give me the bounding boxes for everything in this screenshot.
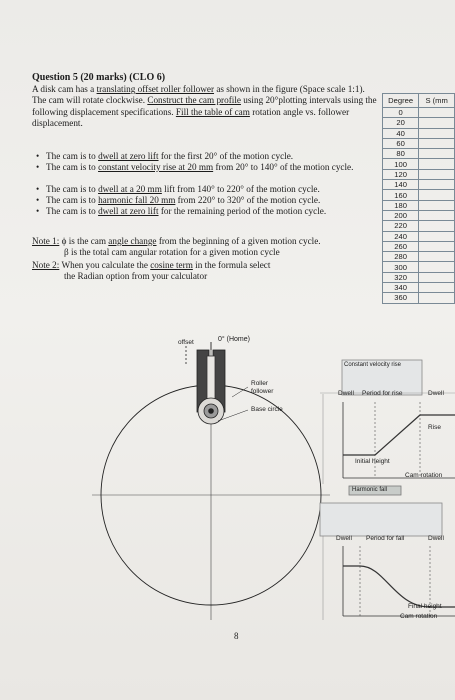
final-height-label: Final height [408, 603, 442, 610]
roller-label: Roller [251, 380, 268, 387]
initial-height-label: Initial height [355, 458, 390, 465]
spec-item-3: • The cam is to dwell at a 20 mm lift from 140° to 220° of the motion cycle. [36, 184, 320, 194]
dwell-label-2: Dwell [428, 390, 444, 397]
degree-cell: 240 [383, 231, 419, 241]
degree-header: Degree [383, 94, 419, 108]
degree-cell: 60 [383, 138, 419, 148]
degree-cell: 40 [383, 128, 419, 138]
spec-item-2: • The cam is to constant velocity rise at 20 mm from 20° to 140° of the motion cycle. [36, 162, 354, 172]
degree-cell: 20 [383, 118, 419, 128]
base-circle-label: Base circle [251, 406, 283, 413]
degree-cell: 100 [383, 159, 419, 169]
dwell-label-4: Dwell [428, 535, 444, 542]
cam-rotation-label-1: Cam rotation [405, 472, 443, 479]
degree-cell: 200 [383, 210, 419, 220]
degree-cell: 340 [383, 283, 419, 293]
rise-label: Rise [428, 424, 442, 431]
degree-cell: 80 [383, 149, 419, 159]
degree-cell: 260 [383, 241, 419, 251]
degree-cell: 280 [383, 252, 419, 262]
degree-cell: 320 [383, 272, 419, 282]
period-fall-label: Period for fall [366, 535, 405, 542]
follower-label: follower [251, 388, 274, 395]
question-title: Question 5 (20 marks) (CLO 6) [32, 72, 166, 83]
degree-cell: 0 [383, 108, 419, 118]
question-intro: A disk cam has a translating offset roller follower as shown in the figure (Space scale 1:1). The cam will rotate clockwise. Construct the cam profile using 20°plotting intervals using the following displacement specifications. Fill the table of cam rotation angle vs. follower displacement. [32, 84, 377, 129]
offset-label: offset [178, 339, 194, 346]
degree-cell: 300 [383, 262, 419, 272]
const-velocity-title: Constant velocity rise [344, 362, 402, 368]
harmonic-title: Harmonic fall [352, 487, 388, 493]
degree-cell: 180 [383, 200, 419, 210]
degree-cell: 360 [383, 293, 419, 303]
spec-item-1: • The cam is to dwell at zero lift for the first 20° of the motion cycle. [36, 151, 294, 161]
degree-cell: 140 [383, 180, 419, 190]
note-2: Note 2: When you calculate the cosine term in the formula select the Radian option from your calculator [32, 260, 271, 281]
spec-item-5: • The cam is to dwell at zero lift for the remaining period of the motion cycle. [36, 206, 327, 216]
displacement-header: S (mm [419, 94, 455, 108]
degree-cell: 120 [383, 169, 419, 179]
degree-cell: 160 [383, 190, 419, 200]
dwell-label-3: Dwell [336, 535, 352, 542]
home-label: 0° (Home) [218, 336, 250, 343]
note-1: Note 1: ϕ is the cam angle change from the beginning of a given motion cycle. β is the total cam angular rotation for a given motion cycle [32, 236, 321, 257]
dwell-label-1: Dwell [338, 390, 354, 397]
period-rise-label: Period for rise [362, 390, 403, 397]
degree-cell: 220 [383, 221, 419, 231]
cam-rotation-label-2: Cam rotation [400, 613, 438, 620]
spec-item-4: • The cam is to harmonic fall 20 mm from 220° to 320° of the motion cycle. [36, 195, 321, 205]
page-number: 8 [234, 631, 239, 641]
